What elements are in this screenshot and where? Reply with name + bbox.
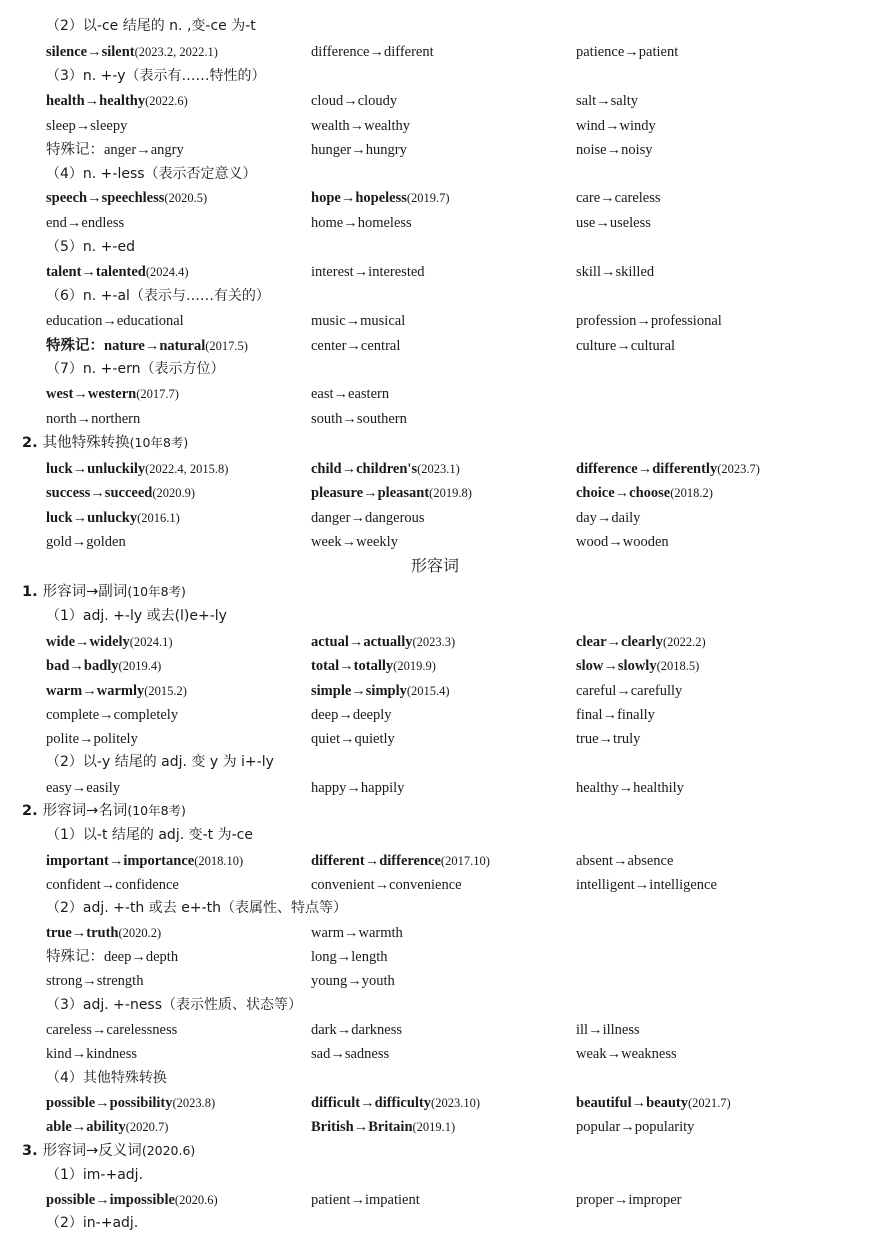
rule-subheading xyxy=(0,64,870,88)
word-pair xyxy=(311,260,425,284)
word-pair xyxy=(576,873,717,897)
word-pair xyxy=(576,506,640,530)
word-transform: child→children's xyxy=(311,461,418,477)
word-transform: luck→unluckily xyxy=(46,461,146,477)
word-pair xyxy=(311,921,403,945)
word-pair-row xyxy=(0,849,870,873)
exam-year: (2022.6) xyxy=(145,94,188,108)
exam-year: (2019.8) xyxy=(429,486,472,500)
subheading-text: （1）im-+adj. xyxy=(46,1167,144,1183)
rule-subheading xyxy=(0,823,870,847)
word-transform: deep→deeply xyxy=(311,707,392,723)
word-transform: wealth→wealthy xyxy=(311,118,411,134)
exam-year: (2023.8) xyxy=(172,1096,216,1110)
word-pair xyxy=(311,703,392,727)
word-pair xyxy=(311,334,400,358)
word-pair xyxy=(576,1018,640,1042)
word-pair xyxy=(576,114,656,138)
word-pair xyxy=(46,260,189,284)
word-transform: slow→slowly xyxy=(576,658,657,674)
word-pair xyxy=(311,457,460,481)
heading-number: 1. xyxy=(22,584,43,600)
subheading-text: （2）adj. +-th 或去 e+-th（表属性、特点等） xyxy=(46,900,347,916)
word-pair xyxy=(46,727,138,751)
subheading-text: （6）n. +-al（表示与……有关的） xyxy=(46,288,270,304)
word-pair xyxy=(576,334,675,358)
word-pair xyxy=(46,1018,177,1042)
word-transform: difference→different xyxy=(311,44,434,60)
exam-year: (2023.1) xyxy=(417,462,460,476)
word-pair xyxy=(311,382,389,406)
word-pair xyxy=(576,1115,694,1139)
word-pair xyxy=(576,530,669,554)
word-transform: warm→warmly xyxy=(46,683,145,699)
rule-subheading xyxy=(0,1066,870,1090)
word-pair xyxy=(576,654,699,678)
word-pair xyxy=(46,921,161,945)
word-transform: healthy→healthily xyxy=(576,780,684,796)
word-transform: sleep→sleepy xyxy=(46,118,128,134)
word-pair xyxy=(46,506,180,530)
word-pair xyxy=(46,776,120,800)
subheading-text: （3）adj. +-ness（表示性质、状态等） xyxy=(46,997,303,1013)
word-pair xyxy=(576,211,651,235)
rule-subheading xyxy=(0,14,870,38)
heading-text xyxy=(22,799,186,823)
word-transform: pleasure→pleasant xyxy=(311,485,430,501)
word-transform: clear→clearly xyxy=(576,634,663,650)
word-pair-row xyxy=(0,945,870,969)
exam-year: (2020.6) xyxy=(174,1193,218,1207)
numbered-heading xyxy=(0,1139,870,1163)
word-transform: difficult→difficulty xyxy=(311,1095,432,1111)
word-pair xyxy=(46,114,127,138)
word-transform: different→difference xyxy=(311,853,441,869)
word-pair-row xyxy=(0,114,870,138)
word-pair xyxy=(46,40,218,64)
word-pair xyxy=(311,1115,455,1139)
word-pair-row xyxy=(0,630,870,654)
word-transform: success→succeed xyxy=(46,485,153,501)
word-pair-row xyxy=(0,481,870,505)
rule-subheading xyxy=(0,750,870,774)
word-transform: care→careless xyxy=(576,190,661,206)
word-pair-row xyxy=(0,186,870,210)
heading-title: 形容词→名词 xyxy=(42,803,128,819)
subheading-text: （3）n. +-y（表示有……特性的） xyxy=(46,68,266,84)
word-pair xyxy=(576,727,640,751)
word-pair-row xyxy=(0,457,870,481)
word-transform: happy→happily xyxy=(311,780,405,796)
word-transform: absent→absence xyxy=(576,853,674,869)
word-pair xyxy=(46,530,126,554)
word-transform: center→central xyxy=(311,338,401,354)
rule-subheading xyxy=(0,235,870,259)
subheading-text: （1）adj. +-ly 或去(l)e+-ly xyxy=(46,608,227,624)
word-pair xyxy=(311,407,407,431)
word-pair xyxy=(576,1188,682,1212)
word-pair xyxy=(46,407,140,431)
word-pair xyxy=(576,679,682,703)
subheading-text: （4）n. +-less（表示否定意义） xyxy=(46,166,257,182)
word-pair xyxy=(576,40,678,64)
word-pair xyxy=(576,1042,677,1066)
word-transform: health→healthy xyxy=(46,93,146,109)
word-pair xyxy=(46,211,124,235)
numbered-heading xyxy=(0,580,870,604)
word-pair-row xyxy=(0,654,870,678)
word-pair xyxy=(311,679,450,703)
word-pair xyxy=(46,703,178,727)
exam-frequency: (10年8考) xyxy=(129,435,189,450)
word-transform: speech→speechless xyxy=(46,190,165,206)
word-pair xyxy=(576,776,684,800)
word-transform: popular→popularity xyxy=(576,1119,695,1135)
word-pair-row xyxy=(0,1042,870,1066)
rule-subheading xyxy=(0,162,870,186)
word-pair xyxy=(576,849,673,873)
word-transform: talent→talented xyxy=(46,264,146,280)
word-pair-row xyxy=(0,309,870,333)
exam-year: (2020.5) xyxy=(164,191,208,205)
rule-subheading xyxy=(0,993,870,1017)
word-pair-row xyxy=(0,40,870,64)
rule-subheading xyxy=(0,1211,870,1235)
subheading-text: （2）以-ce 结尾的 n. ,变-ce 为-t xyxy=(46,18,256,34)
word-pair-row xyxy=(0,334,870,358)
word-pair xyxy=(576,1091,731,1115)
word-pair xyxy=(311,506,425,530)
exam-frequency: (10年8考) xyxy=(127,803,186,818)
word-transform: actual→actually xyxy=(311,634,413,650)
word-pair-row xyxy=(0,921,870,945)
section-heading: 形容词 xyxy=(410,556,459,575)
word-pair-row xyxy=(0,138,870,162)
word-pair xyxy=(311,630,455,654)
word-transform: danger→dangerous xyxy=(311,510,425,526)
exam-year: (2023.2, 2022.1) xyxy=(134,45,218,59)
word-pair xyxy=(576,89,638,113)
word-pair xyxy=(311,873,462,897)
word-transform: difference→differently xyxy=(576,461,718,477)
word-pair xyxy=(46,679,187,703)
word-transform: 特殊记：deep→depth xyxy=(46,949,179,965)
word-pair-row xyxy=(0,89,870,113)
word-transform: possible→impossible xyxy=(46,1192,175,1208)
word-transform: total→totally xyxy=(311,658,394,674)
word-pair-row xyxy=(0,1188,870,1212)
word-transform: ill→illness xyxy=(576,1022,640,1038)
word-pair xyxy=(576,457,760,481)
word-pair xyxy=(46,89,188,113)
word-pair-row xyxy=(0,211,870,235)
exam-year: (2022.2) xyxy=(662,635,706,649)
word-pair xyxy=(576,309,722,333)
word-transform: north→northern xyxy=(46,411,141,427)
word-transform: skill→skilled xyxy=(576,264,655,280)
word-pair-row xyxy=(0,1091,870,1115)
word-transform: strong→strength xyxy=(46,973,144,989)
word-transform: patience→patient xyxy=(576,44,679,60)
word-pair xyxy=(311,1018,402,1042)
word-pair xyxy=(46,849,243,873)
word-pair xyxy=(46,382,179,406)
word-pair-row xyxy=(0,530,870,554)
word-pair xyxy=(46,309,184,333)
exam-year: (2020.7) xyxy=(125,1120,169,1134)
subheading-text: （7）n. +-ern（表示方位） xyxy=(46,361,225,377)
word-transform: choice→choose xyxy=(576,485,671,501)
word-transform: use→useless xyxy=(576,215,651,231)
word-transform: day→daily xyxy=(576,510,641,526)
word-pair xyxy=(311,849,490,873)
word-transform: convenient→convenience xyxy=(311,877,462,893)
word-transform: long→length xyxy=(311,949,388,965)
word-pair xyxy=(311,114,410,138)
word-transform: true→truly xyxy=(576,731,641,747)
word-transform: bad→badly xyxy=(46,658,119,674)
word-pair xyxy=(46,1091,215,1115)
word-transform: music→musical xyxy=(311,313,406,329)
rule-subheading xyxy=(0,357,870,381)
heading-title: 其他特殊转换 xyxy=(42,435,130,451)
word-transform: sad→sadness xyxy=(311,1046,390,1062)
word-transform: silence→silent xyxy=(46,44,135,60)
word-pair xyxy=(311,1042,389,1066)
word-pair xyxy=(576,703,655,727)
exam-year: (2019.1) xyxy=(412,1120,456,1134)
exam-year: (2015.4) xyxy=(406,684,450,698)
subheading-text: （2）以-y 结尾的 adj. 变 y 为 i+-ly xyxy=(46,754,274,770)
word-pair-row xyxy=(0,407,870,431)
word-transform: end→endless xyxy=(46,215,125,231)
subheading-text: （5）n. +-ed xyxy=(46,239,135,255)
exam-year: (2018.10) xyxy=(194,854,244,868)
word-transform: complete→completely xyxy=(46,707,179,723)
word-pair xyxy=(311,89,397,113)
exam-year: (2023.7) xyxy=(717,462,760,476)
exam-year: (2019.7) xyxy=(406,191,450,205)
word-pair xyxy=(311,309,405,333)
word-pair-row xyxy=(0,1115,870,1139)
exam-year: (2017.5) xyxy=(205,339,248,353)
exam-year: (2019.9) xyxy=(393,659,436,673)
exam-year: (2022.4, 2015.8) xyxy=(145,462,229,476)
exam-year: (2018.5) xyxy=(656,659,700,673)
word-transform: proper→improper xyxy=(576,1192,682,1208)
word-transform: dark→darkness xyxy=(311,1022,403,1038)
word-pair-row xyxy=(0,506,870,530)
word-pair xyxy=(46,334,248,358)
word-transform: hunger→hungry xyxy=(311,142,407,158)
word-transform: week→weekly xyxy=(311,534,398,550)
word-pair-row xyxy=(0,382,870,406)
word-transform: confident→confidence xyxy=(46,877,179,893)
word-transform: gold→golden xyxy=(46,534,126,550)
word-pair xyxy=(46,945,178,969)
word-transform: weak→weakness xyxy=(576,1046,677,1062)
word-pair xyxy=(46,138,184,162)
word-pair xyxy=(311,40,434,64)
word-pair-row xyxy=(0,703,870,727)
word-transform: possible→possibility xyxy=(46,1095,173,1111)
word-pair xyxy=(576,138,653,162)
word-transform: wide→widely xyxy=(46,634,130,650)
word-pair-row xyxy=(0,969,870,993)
word-pair xyxy=(46,1188,218,1212)
exam-year: (2017.10) xyxy=(440,854,490,868)
exam-year: (2015.2) xyxy=(144,684,187,698)
word-pair xyxy=(46,481,195,505)
word-pair xyxy=(311,654,436,678)
heading-text xyxy=(22,1139,195,1163)
word-pair xyxy=(46,186,207,210)
word-transform: education→educational xyxy=(46,313,184,329)
word-pair xyxy=(311,138,407,162)
heading-text xyxy=(22,431,188,455)
word-transform: British→Britain xyxy=(311,1119,413,1135)
word-transform: final→finally xyxy=(576,707,655,723)
word-pair-row xyxy=(0,873,870,897)
subheading-text: （4）其他特殊转换 xyxy=(46,1070,167,1086)
word-pair xyxy=(311,727,395,751)
word-pair xyxy=(311,530,398,554)
heading-number: 2. xyxy=(22,435,43,451)
word-pair xyxy=(46,969,143,993)
word-transform: salt→salty xyxy=(576,93,639,109)
exam-year: (2021.7) xyxy=(688,1096,731,1110)
word-pair xyxy=(311,1091,480,1115)
word-transform: noise→noisy xyxy=(576,142,653,158)
word-pair xyxy=(576,630,706,654)
word-pair xyxy=(46,457,228,481)
word-transform: 特殊记：nature→natural xyxy=(46,338,206,354)
rule-subheading xyxy=(0,1163,870,1187)
word-transform: careful→carefully xyxy=(576,683,683,699)
rule-subheading xyxy=(0,604,870,628)
heading-title: 形容词→副词 xyxy=(42,584,128,600)
word-transform: luck→unlucky xyxy=(46,510,138,526)
word-transform: wind→windy xyxy=(576,118,656,134)
exam-year: (2024.4) xyxy=(145,265,189,279)
exam-year: (2023.10) xyxy=(431,1096,480,1110)
numbered-heading xyxy=(0,431,870,455)
word-pair xyxy=(576,481,713,505)
word-pair-row xyxy=(0,1018,870,1042)
word-pair xyxy=(576,186,661,210)
word-pair xyxy=(311,945,388,969)
word-pair xyxy=(46,1042,137,1066)
word-pair-row xyxy=(0,727,870,751)
exam-year: (2024.1) xyxy=(129,635,173,649)
exam-year: (2020.9) xyxy=(152,486,196,500)
word-transform: profession→professional xyxy=(576,313,722,329)
heading-text xyxy=(22,580,186,604)
word-transform: wood→wooden xyxy=(576,534,669,550)
exam-year: (2020.2) xyxy=(118,926,162,940)
rule-subheading xyxy=(0,284,870,308)
subheading-text: （1）以-t 结尾的 adj. 变-t 为-ce xyxy=(46,827,253,843)
heading-number: 2. xyxy=(22,803,43,819)
word-transform: quiet→quietly xyxy=(311,731,395,747)
exam-frequency: (2020.6) xyxy=(141,1143,196,1158)
exam-year: (2017.7) xyxy=(136,387,179,401)
exam-frequency: (10年8考) xyxy=(127,584,186,599)
word-transform: hope→hopeless xyxy=(311,190,407,206)
word-transform: true→truth xyxy=(46,925,119,941)
word-pair-row xyxy=(0,679,870,703)
word-pair xyxy=(311,481,472,505)
word-transform: beautiful→beauty xyxy=(576,1095,688,1111)
word-pair xyxy=(311,211,412,235)
word-transform: culture→cultural xyxy=(576,338,676,354)
word-transform: kind→kindness xyxy=(46,1046,138,1062)
rule-subheading xyxy=(0,896,870,920)
exam-year: (2016.1) xyxy=(137,511,180,525)
word-transform: east→eastern xyxy=(311,386,390,402)
word-transform: west→western xyxy=(46,386,137,402)
word-pair xyxy=(311,969,395,993)
word-pair-row xyxy=(0,776,870,800)
word-pair xyxy=(46,1115,168,1139)
heading-title: 形容词→反义词 xyxy=(42,1143,142,1159)
word-pair xyxy=(576,260,654,284)
exam-year: (2019.4) xyxy=(118,659,162,673)
word-transform: easy→easily xyxy=(46,780,121,796)
word-transform: south→southern xyxy=(311,411,407,427)
word-pair xyxy=(46,873,179,897)
word-transform: patient→impatient xyxy=(311,1192,420,1208)
word-transform: intelligent→intelligence xyxy=(576,877,717,893)
exam-year: (2023.3) xyxy=(412,635,456,649)
heading-number: 3. xyxy=(22,1143,43,1159)
word-transform: simple→simply xyxy=(311,683,407,699)
subheading-text: （2）in-+adj. xyxy=(46,1215,139,1231)
word-transform: careless→carelessness xyxy=(46,1022,178,1038)
word-pair xyxy=(46,654,161,678)
numbered-heading xyxy=(0,799,870,823)
word-transform: interest→interested xyxy=(311,264,425,280)
word-pair-row xyxy=(0,260,870,284)
word-transform: warm→warmth xyxy=(311,925,403,941)
word-pair xyxy=(311,776,404,800)
exam-year: (2018.2) xyxy=(670,486,713,500)
word-transform: home→homeless xyxy=(311,215,412,231)
word-pair xyxy=(311,1188,420,1212)
word-pair xyxy=(311,186,450,210)
word-transform: important→importance xyxy=(46,853,195,869)
word-transform: polite→politely xyxy=(46,731,138,747)
word-pair xyxy=(46,630,172,654)
word-transform: able→ability xyxy=(46,1119,126,1135)
word-transform: cloud→cloudy xyxy=(311,93,398,109)
word-transform: 特殊记：anger→angry xyxy=(46,142,184,158)
word-transform: young→youth xyxy=(311,973,395,989)
